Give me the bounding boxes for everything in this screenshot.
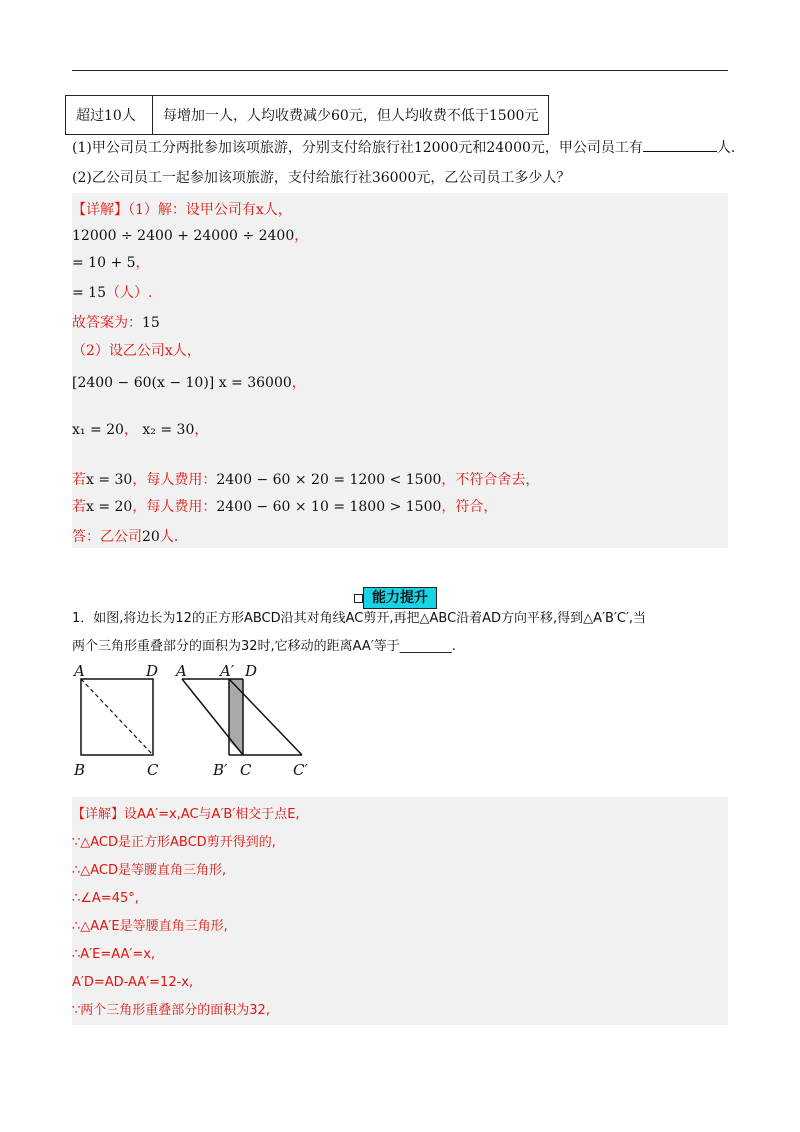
diagonal-ac: [81, 679, 153, 755]
punct: ，: [194, 422, 209, 438]
label-b-prime: B′: [213, 761, 228, 779]
text: ，不符合舍去，: [441, 472, 540, 488]
punct: ，: [123, 422, 138, 438]
equation: 12000 ÷ 2400 + 24000 ÷ 2400: [72, 228, 295, 244]
label-d: D: [146, 664, 159, 680]
section-marker: [354, 594, 363, 603]
label-a: A: [176, 664, 187, 680]
answer-value: 20: [142, 529, 160, 545]
solution-1-line: [72, 470, 539, 490]
section-title: [363, 587, 437, 609]
solution-1-line: 【详解】（1）解：设甲公司有x人，: [72, 202, 292, 218]
solution-2-line: A′D=AD-AA′=12-x,: [72, 975, 194, 990]
header-rule: [72, 70, 728, 71]
text: 人.: [159, 529, 179, 545]
equation: x = 20: [86, 499, 133, 515]
root-1: x₁ = 20: [72, 422, 124, 438]
table-cell: 每增加一人，人均收费减少60元，但人均收费不低于1500元: [153, 96, 549, 135]
table-cell: 超过10人: [66, 96, 153, 135]
solution-1-line: （2）设乙公司x人，: [72, 343, 201, 359]
geometry-figure: [72, 664, 332, 782]
solution-1-line: [72, 420, 208, 440]
label-c-prime: C′: [293, 761, 308, 779]
label-a-prime: A′: [220, 664, 235, 680]
equation: x = 30: [86, 472, 133, 488]
text: 答：乙公司: [72, 529, 142, 545]
equation: 2400 − 60 × 10 = 1800 > 1500: [216, 499, 442, 515]
solution-1-line: [72, 373, 306, 393]
root-2: x₂ = 30: [142, 422, 195, 438]
answer-value: 15: [142, 315, 160, 331]
label-c: C: [240, 761, 252, 779]
equation: 2400 − 60 × 20 = 1200 < 1500: [216, 472, 442, 488]
solution-2-line: ∴△ACD是等腰直角三角形,: [72, 863, 227, 878]
solution-1-line: [72, 497, 497, 517]
solution-1-line: [72, 226, 308, 246]
answer-blank: [643, 139, 717, 152]
text: 若: [72, 499, 86, 515]
equation: = 10 + 5: [72, 255, 136, 271]
solution-1-line: [72, 283, 152, 303]
label-a: A: [74, 664, 85, 680]
text: ，每人费用：: [132, 472, 217, 488]
solution-2-line: ∴∠A=45°,: [72, 891, 139, 906]
section-title-text: 能力提升: [372, 590, 428, 606]
problem-1-line: 1．如图,将边长为12的正方形ABCD沿其对角线AC剪开,再把△ABC沿着AD方向平移,得到△A′B′C′,当: [72, 611, 647, 626]
solution-2-line: ∵两个三角形重叠部分的面积为32,: [72, 1003, 270, 1018]
label-d: D: [245, 664, 258, 680]
label-c: C: [147, 761, 159, 779]
question-2: (2)乙公司员工一起参加该项旅游，支付给旅行社36000元，乙公司员工多少人？: [72, 170, 571, 186]
equation: = 15: [72, 285, 106, 301]
text: ，符合，: [441, 499, 498, 515]
punct: ，: [135, 255, 150, 271]
solution-2-line: ∵△ACD是正方形ABCD剪开得到的,: [72, 835, 276, 850]
solution-2-line: ∴A′E=AA′=x,: [72, 947, 156, 962]
square-abcd: [72, 664, 159, 779]
solution-panel-1: [72, 193, 728, 548]
pricing-rule-table: [65, 95, 549, 135]
equation: [2400 − 60(x − 10)] x = 36000: [72, 375, 292, 391]
punct: ，: [294, 228, 309, 244]
label-b: B: [74, 761, 86, 779]
solution-1-line: [72, 527, 178, 547]
text: 若: [72, 472, 86, 488]
translated-triangles: [174, 664, 308, 779]
solution-1-line: [72, 313, 160, 333]
question-1-text: (1)甲公司员工分两批参加该项旅游，分别支付给旅行社12000元和24000元，甲公司员工有: [72, 140, 643, 156]
solution-1-line: [72, 253, 150, 273]
answer-label: 故答案为：: [72, 315, 142, 331]
question-1: [72, 138, 735, 158]
punct: ，: [291, 375, 306, 391]
text: ，每人费用：: [132, 499, 217, 515]
solution-2-line: 【详解】设AA′=x,AC与A′B′相交于点E,: [72, 807, 300, 822]
solution-2-line: ∴△AA′E是等腰直角三角形,: [72, 919, 228, 934]
question-1-end: 人.: [716, 140, 736, 156]
problem-1-line: 两个三角形重叠部分的面积为32时,它移动的距离AA′等于________.: [72, 639, 456, 654]
unit: （人）.: [106, 285, 153, 301]
table-row: [66, 96, 549, 135]
